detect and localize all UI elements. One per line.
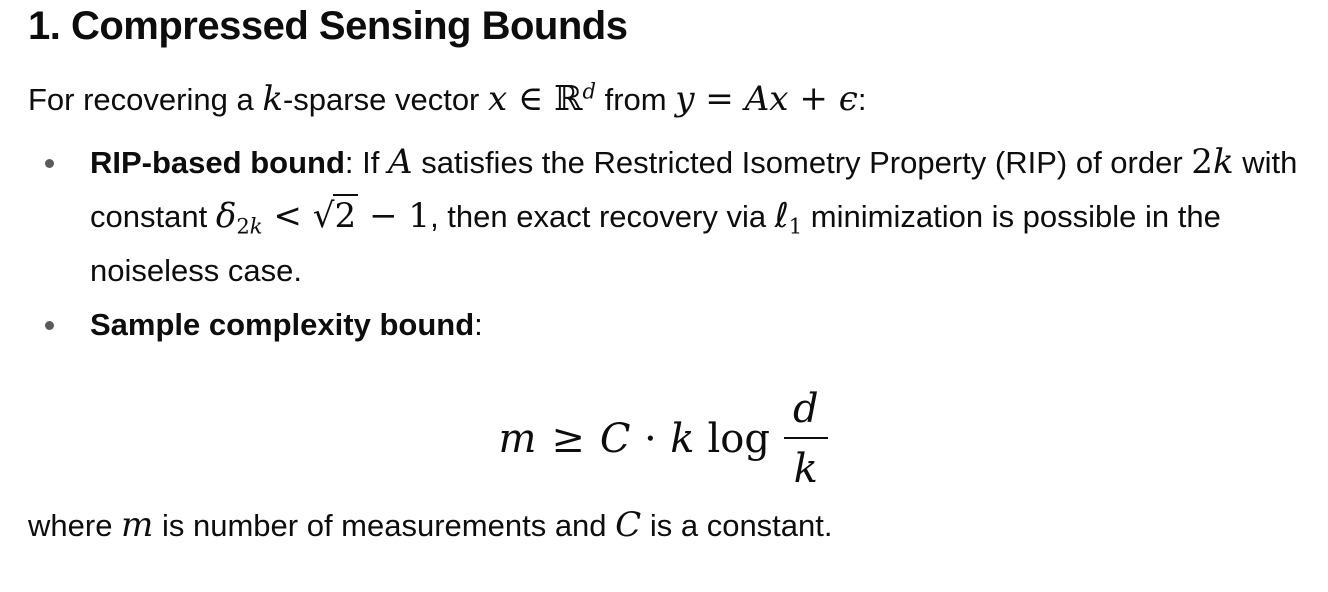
text-run: minimization is possible in the noiseless case.: [90, 199, 1221, 288]
bullet-icon: [45, 321, 54, 330]
radicand: 2: [334, 196, 357, 236]
closing-paragraph: [28, 504, 1298, 548]
text-run: from: [595, 82, 676, 117]
fraction-numerator: d: [784, 386, 828, 439]
text-run: C: [615, 505, 642, 545]
text-run: k: [1212, 142, 1234, 182]
text-run: − 1: [358, 196, 431, 236]
text-run: +: [788, 79, 839, 119]
text-run: ℓ: [774, 196, 789, 236]
text-run: x: [488, 79, 508, 119]
text-run: Sample complexity bound: [90, 307, 475, 342]
text-run: δ: [215, 196, 237, 236]
equation-fraction: [784, 386, 828, 492]
text-run: Ax: [744, 79, 789, 119]
text-run: k: [262, 79, 283, 119]
text-run: is number of measurements and: [153, 508, 616, 543]
text-run: 2: [1191, 142, 1213, 182]
equation-constant-C: C: [599, 416, 631, 462]
equation-variable-m: m: [498, 416, 537, 462]
text-run: is a constant.: [641, 508, 833, 543]
text-run: with constant: [90, 145, 1298, 234]
text-run: RIP-based bound: [90, 145, 345, 180]
text-run: k: [249, 213, 263, 239]
text-run: For recovering a: [28, 82, 263, 117]
list-item-rip-bound: [90, 136, 1298, 298]
text-run: <: [262, 196, 313, 236]
bullet-icon: [45, 159, 54, 168]
sqrt-expression: [313, 194, 358, 236]
text-run: ℝ: [554, 79, 583, 119]
intro-paragraph: [28, 78, 1298, 122]
fraction-denominator: k: [793, 446, 818, 492]
radical-sign: √: [312, 196, 334, 236]
text-run: satisfies the Restricted Isometry Property (RIP) of order: [412, 145, 1192, 180]
text-run: d: [582, 78, 596, 104]
text-run: 2: [236, 213, 250, 239]
text-run: -sparse vector: [282, 82, 488, 117]
list-item-sample-complexity: [90, 298, 1298, 352]
text-run: m: [121, 505, 154, 545]
text-run: =: [694, 79, 745, 119]
text-run: :: [474, 307, 483, 342]
section-heading: 1. Compressed Sensing Bounds: [28, 4, 628, 48]
sample-complexity-equation: [28, 386, 1298, 492]
text-run: , then exact recovery via: [430, 199, 775, 234]
text-run: : If: [344, 145, 388, 180]
text-run: ϵ: [838, 79, 858, 119]
geq-symbol: ≥: [551, 416, 585, 462]
text-run: A: [387, 142, 413, 182]
list-item-text: [90, 307, 483, 342]
text-run: where: [28, 508, 122, 543]
equation-variable-k: k: [670, 416, 695, 462]
bounds-list: [28, 136, 1298, 352]
cdot-symbol: ⋅: [643, 416, 658, 462]
text-run: y: [675, 79, 695, 119]
log-operator: log: [707, 416, 770, 462]
list-item-text: [90, 142, 1298, 288]
text-run: 1: [788, 213, 803, 239]
text-run: :: [857, 82, 867, 117]
text-run: ∈: [507, 79, 555, 119]
